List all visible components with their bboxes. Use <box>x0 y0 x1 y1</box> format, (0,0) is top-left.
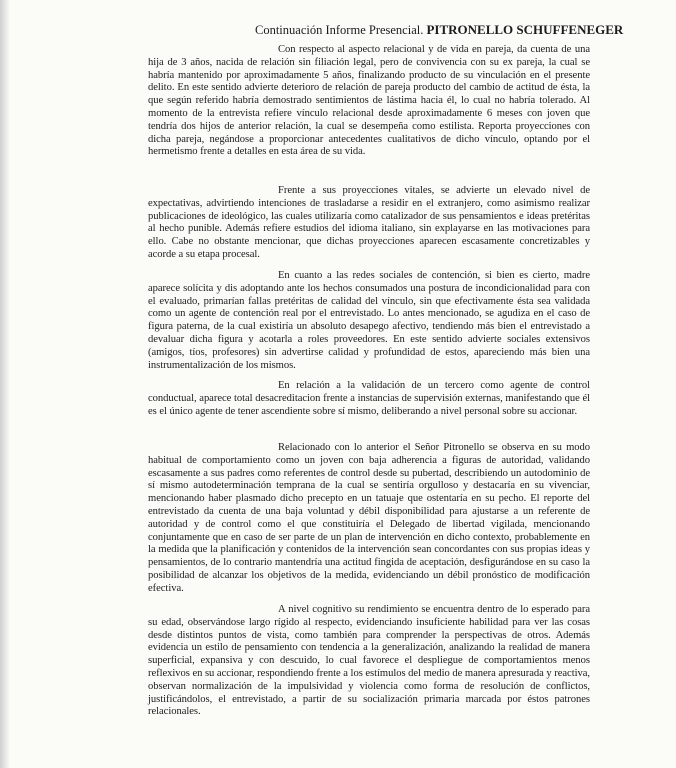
paragraph-text: Frente a sus proyecciones vitales, se advierte un elevado nivel de expectativas, advirtiendo intenciones de trasladarse a residir en el extranjero, como asimismo realizar publicaciones de ideológico, las cuales utilizaría como catalizador de sus pensamientos e ideas pretéritas al hecho punible. Además refiere estudios del idioma italiano, sin explayarse en las motivaciones para ello. Cabe no obstante mencionar, que dichas proyecciones aparecen escasamente concretizables y acorde a su etapa procesal. <box>148 185 590 260</box>
paragraph-text: En cuanto a las redes sociales de contención, si bien es cierto, madre aparece solícita y dis adoptando ante los hechos consumados una postura de incondicionalidad para con el evaluado, primarían fallas pretéritas de calidad del vínculo, sin que efectivamente ésta sea validada como un agente de contención real por el entrevistado. Lo antes mencionado, se agudiza en el caso de figura paterna, de la cual existiría un absoluto desapego afectivo, tendiendo más bien el entrevistado a devaluar dicha figura y acotarla a roles proveedores. En este sentido advierte sociales extensivos (amigos, tíos, profesores) sin advertirse calidad y profundidad de estos, apareciendo más bien una instrumentalización de los mismos. <box>148 270 590 371</box>
page-header <box>255 22 665 38</box>
paragraph-text: A nivel cognitivo su rendimiento se encuentra dentro de lo esperado para su edad, observándose largo rígido al respecto, evidenciando insuficiente habilidad para ver las cosas desde distintos puntos de vista, como también para comprender la perspectivas de otros. Además evidencia un estilo de pensamiento con tendencia a la generalización, analizando la realidad de manera superficial, expansiva y con descuido, lo cual favorece el despliegue de comportamientos menos reflexivos en su accionar, respondiendo frente a los estímulos del medio de manera apresurada y reactiva, observan normalización de la impulsividad y violencia como forma de resolución de conflictos, justificándolos, el entrevistado, a partir de su socialización primaria marcada por éstos patrones relacionales. <box>148 604 590 718</box>
paragraph-vital-projections <box>148 185 590 262</box>
header-name: PITRONELLO SCHUFFENEGER <box>426 22 624 37</box>
scan-edge-shadow <box>0 0 10 768</box>
paragraph-text: Relacionado con lo anterior el Señor Pitronello se observa en su modo habitual de comportamiento como un joven con baja adherencia a figuras de autoridad, validando escasamente a sus padres como referentes de control desde su pubertad, describiendo un autodominio de sí mismo autodeterminación temprana de la cual se sentiría orgulloso y destacaría en su vivenciar, mencionando haber plasmado dicho precepto en un tatuaje que ostentaría en su pecho. El reporte del entrevistado da cuenta de una baja voluntad y débil disponibilidad para ajustarse a un referente de autoridad y de control como el que constituiría el Delegado de libertad vigilada, mencionando conjuntamente que en caso de ser parte de un plan de intervención en dicho contexto, probablemente en la medida que la planificación y contenidos de la intervención sean concordantes con sus propias ideas y pensamientos, de lo contrario mantendría una actitud fingida de aceptación, desfigurándose en su caso la posibilidad de alcanzar los objetivos de la medida, evidenciando un débil pronóstico de modificación efectiva. <box>148 442 590 594</box>
paragraph-text: En relación a la validación de un tercero como agente de control conductual, aparece total desacreditacion frente a instancias de supervisión externas, manifestando que él es el único agente de tener ascendiente sobre sí mismo, deliberando a nivel personal sobre su accionar. <box>148 380 590 417</box>
paragraph-text: Con respecto al aspecto relacional y de vida en pareja, da cuenta de una hija de 3 años, nacida de relación sin filiación legal, pero de convivencia con su ex pareja, la cual se habría mantenido por aproximadamente 5 años, finalizando producto de su vinculación en el presente delito. En este sentido advierte deterioro de relación de pareja producto del cambio de actitud de ésta, la que según referido habría demostrado sentimientos de lástima hacia él, lo cual no habría tolerado. Al momento de la entrevista refiere vínculo relacional desde aproximadamente 6 meses con joven que tendría dos hijos de anterior relación, la cual se desempeña como estilista. Reporta proyecciones con dicha pareja, negándose a proporcionar antecedentes cualitativos de dicho vínculo, optando por el hermetismo frente a detalles en esta área de su vida. <box>148 44 590 158</box>
paragraph-relational-life <box>148 44 590 159</box>
paragraph-social-networks <box>148 270 590 372</box>
paragraph-behavioral-control <box>148 380 590 418</box>
header-prefix: Continuación Informe Presencial. <box>255 23 424 37</box>
paragraph-authority-adherence <box>148 442 590 596</box>
paragraph-cognitive-level <box>148 604 590 719</box>
